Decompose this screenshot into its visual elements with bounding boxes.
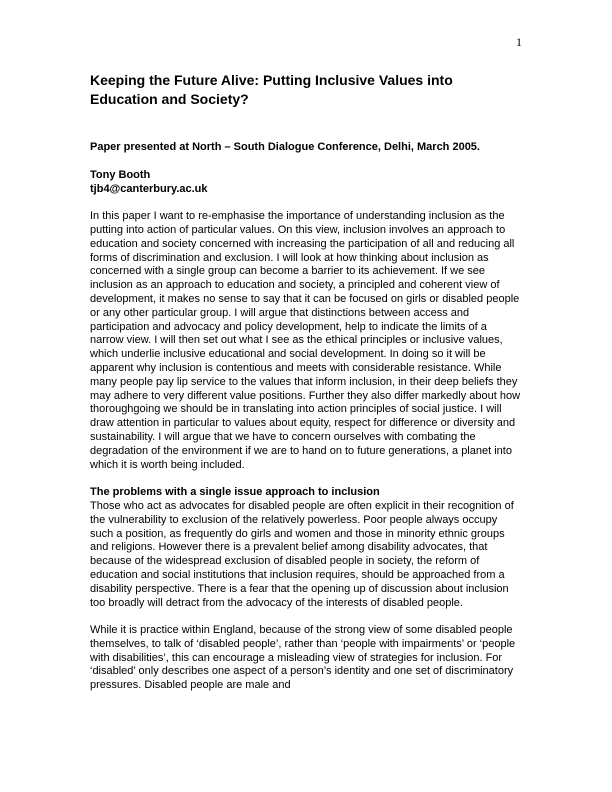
author-block [90,169,522,197]
section-heading: The problems with a single issue approach to inclusion [90,486,380,499]
section-paragraph-1: Those who act as advocates for disabled people are often explicit in their recognition of the vulnerability to exclusion of the relatively powerless. Poor people always occupy such a position, as frequently do girls and women and those in minority ethnic groups and religions. However there is a prevalent belief among disability advocates, that because of the widespread exclusion of disabled people in society, the reform of education and social institutions that inclusion requires, should be approached from a disability perspective. There is a fear that the opening up of discussion about inclusion too broadly will detract from the advocacy of the interests of disabled people. [90,499,514,609]
section-paragraph-2: While it is practice within England, because of the strong view of some disabled people themselves, to talk of ‘disabled people’, rather than ‘people with impairments’ or ‘people with disabilities’, this can encourage a misleading view of strategies for inclusion. For ‘disabled’ only describes one aspect of a person’s identity and one set of discriminatory pressures. Disabled people are male and [90,624,516,692]
page-number: 1 [516,35,522,49]
paper-title: Keeping the Future Alive: Putting Inclusive Values into Education and Society? [90,72,453,107]
author-name: Tony Booth [90,168,151,181]
document-body [90,71,522,707]
author-email: tjb4@canterbury.ac.uk [90,182,208,195]
presentation-line: Paper presented at North – South Dialogue Conference, Delhi, March 2005. [90,141,480,153]
intro-paragraph: In this paper I want to re-emphasise the importance of understanding inclusion as the putting into action of particular values. On this view, inclusion involves an approach to education and society concerned with increasing the participation of all and reducing all forms of discrimination and exclusion. I will look at how thinking about inclusion as concerned with a single group can become a barrier to its achievement. If we see inclusion as an approach to education and society, a principled and coherent view of development, it makes no sense to say that it can be focused on girls or disabled people or any other particular group. I will argue that distinctions between access and participation and advocacy and policy development, help to indicate the limits of a narrow view. I will then set out what I see as the ethical principles or inclusive values, which underlie inclusive educational and social development. In doing so it will be apparent why inclusion is contentious and meets with considerable resistance. While many people pay lip service to the values that inform inclusion, in their deep beliefs they may adhere to very different value positions. Further they also differ markedly about how thoroughgoing we should be in translating into action principles of social justice. I will draw attention in particular to values about equity, respect for difference or diversity and sustainability. I will argue that we have to concern ourselves with combating the degradation of the environment if we are to hand on to future generations, a planet into which it is worth being included. [90,210,521,471]
